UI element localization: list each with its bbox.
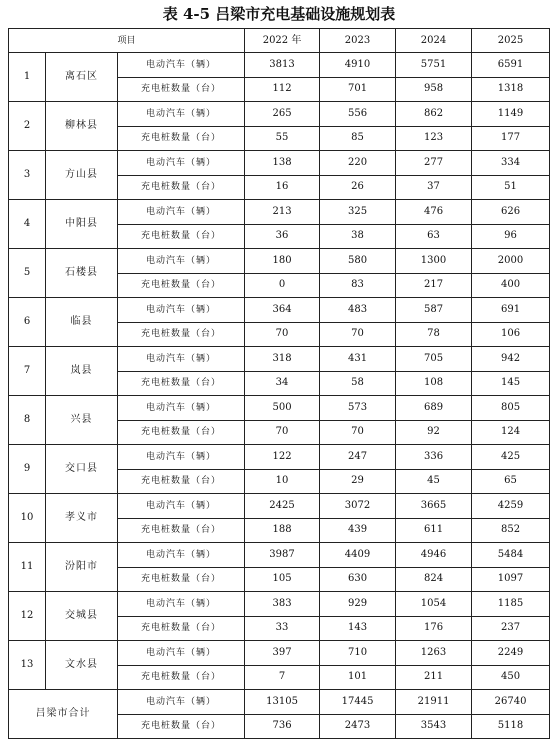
- pile-value: 176: [396, 616, 472, 641]
- pile-value: 123: [396, 126, 472, 151]
- pile-value: 85: [320, 126, 396, 151]
- ev-value: 4910: [320, 53, 396, 78]
- ev-value: 580: [320, 249, 396, 274]
- pile-value: 217: [396, 273, 472, 298]
- pile-value: 96: [472, 224, 550, 249]
- category-ev: 电动汽车（辆）: [118, 641, 245, 666]
- pile-value: 101: [320, 665, 396, 690]
- pile-value: 439: [320, 518, 396, 543]
- pile-value: 26: [320, 175, 396, 200]
- category-ev: 电动汽车（辆）: [118, 102, 245, 127]
- category-pile: 充电桩数量（台）: [118, 714, 245, 739]
- pile-value: 63: [396, 224, 472, 249]
- ev-value: 691: [472, 298, 550, 323]
- row-number: 2: [9, 102, 46, 151]
- ev-value: 397: [245, 641, 320, 666]
- ev-value: 1185: [472, 592, 550, 617]
- ev-value: 6591: [472, 53, 550, 78]
- county-name: 兴县: [46, 396, 118, 445]
- category-pile: 充电桩数量（台）: [118, 126, 245, 151]
- row-number: 1: [9, 53, 46, 102]
- ev-value: 318: [245, 347, 320, 372]
- pile-value: 7: [245, 665, 320, 690]
- total-row: [9, 690, 550, 715]
- category-pile: 充电桩数量（台）: [118, 175, 245, 200]
- pile-value: 630: [320, 567, 396, 592]
- pile-value: 33: [245, 616, 320, 641]
- row-number: 6: [9, 298, 46, 347]
- category-ev: 电动汽车（辆）: [118, 200, 245, 225]
- category-pile: 充电桩数量（台）: [118, 273, 245, 298]
- header-year-2023: 2023: [320, 29, 396, 53]
- table-row: [9, 249, 550, 274]
- ev-value: 425: [472, 445, 550, 470]
- pile-value: 701: [320, 77, 396, 102]
- category-ev: 电动汽车（辆）: [118, 249, 245, 274]
- category-pile: 充电桩数量（台）: [118, 665, 245, 690]
- category-ev: 电动汽车（辆）: [118, 347, 245, 372]
- table-row: [9, 494, 550, 519]
- row-number: 13: [9, 641, 46, 690]
- ev-value: 334: [472, 151, 550, 176]
- pile-value: 852: [472, 518, 550, 543]
- pile-value: 143: [320, 616, 396, 641]
- pile-value: 188: [245, 518, 320, 543]
- ev-value: 325: [320, 200, 396, 225]
- county-name: 离石区: [46, 53, 118, 102]
- pile-value: 58: [320, 371, 396, 396]
- table-row: [9, 396, 550, 421]
- category-ev: 电动汽车（辆）: [118, 151, 245, 176]
- pile-value: 36: [245, 224, 320, 249]
- header-year-2025: 2025: [472, 29, 550, 53]
- table-row: [9, 592, 550, 617]
- pile-value: 78: [396, 322, 472, 347]
- pile-value: 124: [472, 420, 550, 445]
- total-ev-value: 26740: [472, 690, 550, 715]
- ev-value: 431: [320, 347, 396, 372]
- table-row: [9, 641, 550, 666]
- pile-value: 51: [472, 175, 550, 200]
- pile-value: 450: [472, 665, 550, 690]
- ev-value: 1263: [396, 641, 472, 666]
- pile-value: 112: [245, 77, 320, 102]
- category-ev: 电动汽车（辆）: [118, 494, 245, 519]
- category-pile: 充电桩数量（台）: [118, 616, 245, 641]
- total-ev-value: 13105: [245, 690, 320, 715]
- table-title: 表 4-5 吕梁市充电基础设施规划表: [162, 5, 396, 23]
- ev-value: 1054: [396, 592, 472, 617]
- ev-value: 705: [396, 347, 472, 372]
- county-name: 汾阳市: [46, 543, 118, 592]
- table-row: [9, 445, 550, 470]
- category-ev: 电动汽车（辆）: [118, 396, 245, 421]
- header-row: [9, 29, 550, 53]
- pile-value: 38: [320, 224, 396, 249]
- total-ev-value: 21911: [396, 690, 472, 715]
- county-name: 柳林县: [46, 102, 118, 151]
- county-name: 交城县: [46, 592, 118, 641]
- category-pile: 充电桩数量（台）: [118, 567, 245, 592]
- pile-value: 177: [472, 126, 550, 151]
- ev-value: 364: [245, 298, 320, 323]
- ev-value: 2425: [245, 494, 320, 519]
- ev-value: 1149: [472, 102, 550, 127]
- ev-value: 5484: [472, 543, 550, 568]
- pile-value: 611: [396, 518, 472, 543]
- county-name: 中阳县: [46, 200, 118, 249]
- ev-value: 122: [245, 445, 320, 470]
- row-number: 12: [9, 592, 46, 641]
- ev-value: 1300: [396, 249, 472, 274]
- ev-value: 180: [245, 249, 320, 274]
- pile-value: 65: [472, 469, 550, 494]
- pile-value: 45: [396, 469, 472, 494]
- county-name: 临县: [46, 298, 118, 347]
- pile-value: 92: [396, 420, 472, 445]
- ev-value: 556: [320, 102, 396, 127]
- ev-value: 4409: [320, 543, 396, 568]
- ev-value: 336: [396, 445, 472, 470]
- total-pile-value: 736: [245, 714, 320, 739]
- pile-value: 70: [320, 322, 396, 347]
- county-name: 孝义市: [46, 494, 118, 543]
- pile-value: 70: [245, 322, 320, 347]
- row-number: 11: [9, 543, 46, 592]
- ev-value: 587: [396, 298, 472, 323]
- row-number: 7: [9, 347, 46, 396]
- category-ev: 电动汽车（辆）: [118, 543, 245, 568]
- total-pile-value: 5118: [472, 714, 550, 739]
- table-row: [9, 200, 550, 225]
- table-row: [9, 53, 550, 78]
- total-pile-value: 2473: [320, 714, 396, 739]
- ev-value: 277: [396, 151, 472, 176]
- pile-value: 10: [245, 469, 320, 494]
- ev-value: 4259: [472, 494, 550, 519]
- category-pile: 充电桩数量（台）: [118, 322, 245, 347]
- row-number: 4: [9, 200, 46, 249]
- ev-value: 626: [472, 200, 550, 225]
- pile-value: 106: [472, 322, 550, 347]
- pile-value: 1318: [472, 77, 550, 102]
- pile-value: 1097: [472, 567, 550, 592]
- ev-value: 3072: [320, 494, 396, 519]
- category-pile: 充电桩数量（台）: [118, 77, 245, 102]
- row-number: 3: [9, 151, 46, 200]
- ev-value: 500: [245, 396, 320, 421]
- ev-value: 213: [245, 200, 320, 225]
- row-number: 9: [9, 445, 46, 494]
- ev-value: 942: [472, 347, 550, 372]
- ev-value: 3813: [245, 53, 320, 78]
- row-number: 8: [9, 396, 46, 445]
- header-year-2022: 2022 年: [245, 29, 320, 53]
- total-ev-value: 17445: [320, 690, 396, 715]
- row-number: 10: [9, 494, 46, 543]
- category-pile: 充电桩数量（台）: [118, 371, 245, 396]
- ev-value: 3987: [245, 543, 320, 568]
- table-row: [9, 347, 550, 372]
- county-name: 文水县: [46, 641, 118, 690]
- category-pile: 充电桩数量（台）: [118, 224, 245, 249]
- ev-value: 476: [396, 200, 472, 225]
- ev-value: 483: [320, 298, 396, 323]
- header-year-2024: 2024: [396, 29, 472, 53]
- pile-value: 83: [320, 273, 396, 298]
- category-ev: 电动汽车（辆）: [118, 445, 245, 470]
- ev-value: 929: [320, 592, 396, 617]
- county-name: 交口县: [46, 445, 118, 494]
- pile-value: 237: [472, 616, 550, 641]
- county-name: 方山县: [46, 151, 118, 200]
- pile-value: 0: [245, 273, 320, 298]
- pile-value: 70: [320, 420, 396, 445]
- charging-infrastructure-table: [8, 28, 550, 739]
- pile-value: 824: [396, 567, 472, 592]
- ev-value: 2000: [472, 249, 550, 274]
- pile-value: 34: [245, 371, 320, 396]
- pile-value: 16: [245, 175, 320, 200]
- ev-value: 3665: [396, 494, 472, 519]
- total-label: 吕梁市合计: [9, 690, 118, 739]
- header-item: 项目: [9, 29, 245, 53]
- ev-value: 265: [245, 102, 320, 127]
- pile-value: 211: [396, 665, 472, 690]
- ev-value: 805: [472, 396, 550, 421]
- ev-value: 383: [245, 592, 320, 617]
- category-pile: 充电桩数量（台）: [118, 420, 245, 445]
- pile-value: 37: [396, 175, 472, 200]
- pile-value: 145: [472, 371, 550, 396]
- table-row: [9, 151, 550, 176]
- ev-value: 689: [396, 396, 472, 421]
- ev-value: 2249: [472, 641, 550, 666]
- pile-value: 105: [245, 567, 320, 592]
- category-ev: 电动汽车（辆）: [118, 53, 245, 78]
- category-pile: 充电桩数量（台）: [118, 518, 245, 543]
- pile-value: 400: [472, 273, 550, 298]
- pile-value: 108: [396, 371, 472, 396]
- ev-value: 5751: [396, 53, 472, 78]
- pile-value: 29: [320, 469, 396, 494]
- pile-value: 958: [396, 77, 472, 102]
- county-name: 石楼县: [46, 249, 118, 298]
- ev-value: 862: [396, 102, 472, 127]
- pile-value: 55: [245, 126, 320, 151]
- ev-value: 4946: [396, 543, 472, 568]
- table-row: [9, 102, 550, 127]
- category-ev: 电动汽车（辆）: [118, 592, 245, 617]
- ev-value: 573: [320, 396, 396, 421]
- category-pile: 充电桩数量（台）: [118, 469, 245, 494]
- ev-value: 710: [320, 641, 396, 666]
- category-ev: 电动汽车（辆）: [118, 690, 245, 715]
- table-row: [9, 298, 550, 323]
- pile-value: 70: [245, 420, 320, 445]
- category-ev: 电动汽车（辆）: [118, 298, 245, 323]
- total-pile-value: 3543: [396, 714, 472, 739]
- ev-value: 220: [320, 151, 396, 176]
- table-row: [9, 543, 550, 568]
- ev-value: 138: [245, 151, 320, 176]
- county-name: 岚县: [46, 347, 118, 396]
- ev-value: 247: [320, 445, 396, 470]
- row-number: 5: [9, 249, 46, 298]
